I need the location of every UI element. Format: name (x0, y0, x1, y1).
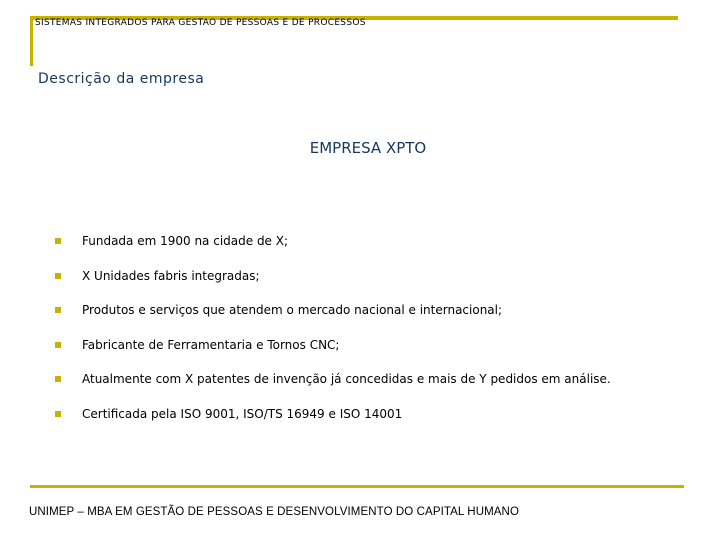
list-item-text: Atualmente com X patentes de invenção já concedidas e mais de Y pedidos em análise. (82, 372, 611, 387)
bullet-square-icon (55, 307, 61, 313)
list-item (55, 334, 611, 369)
bullet-square-icon (55, 411, 61, 417)
list-item (55, 299, 611, 334)
header-rule-vertical (30, 16, 33, 66)
company-name: EMPRESA XPTO (309, 139, 427, 157)
list-item-text: Fundada em 1900 na cidade de X; (82, 234, 289, 248)
bullet-square-icon (55, 273, 61, 279)
bullet-square-icon (55, 342, 61, 348)
list-item-text: X Unidades fabris integradas; (82, 268, 260, 283)
footer-text: UNIMEP – MBA EM GESTÃO DE PESSOAS E DESENVOLVIMENTO DO CAPITAL HUMANO (29, 506, 520, 518)
bullet-square-icon (55, 376, 61, 382)
list-item-text: Certificada pela ISO 9001, ISO/TS 16949 e ISO 14001 (82, 406, 403, 421)
header-title: SISTEMAS INTEGRADOS PARA GESTAO DE PESSOAS E DE PROCESSOS (35, 18, 366, 28)
section-title: Descrição da empresa (38, 71, 205, 87)
footer-rule (30, 485, 684, 488)
list-item-text: Produtos e serviços que atendem o mercado nacional e internacional; (82, 303, 503, 318)
list-item (55, 230, 611, 265)
list-item (55, 265, 611, 300)
list-item (55, 368, 611, 403)
bullet-square-icon (55, 238, 61, 244)
list-item-text: Fabricante de Ferramentaria e Tornos CNC; (82, 337, 340, 352)
bullet-list (55, 230, 611, 438)
list-item (55, 403, 611, 438)
